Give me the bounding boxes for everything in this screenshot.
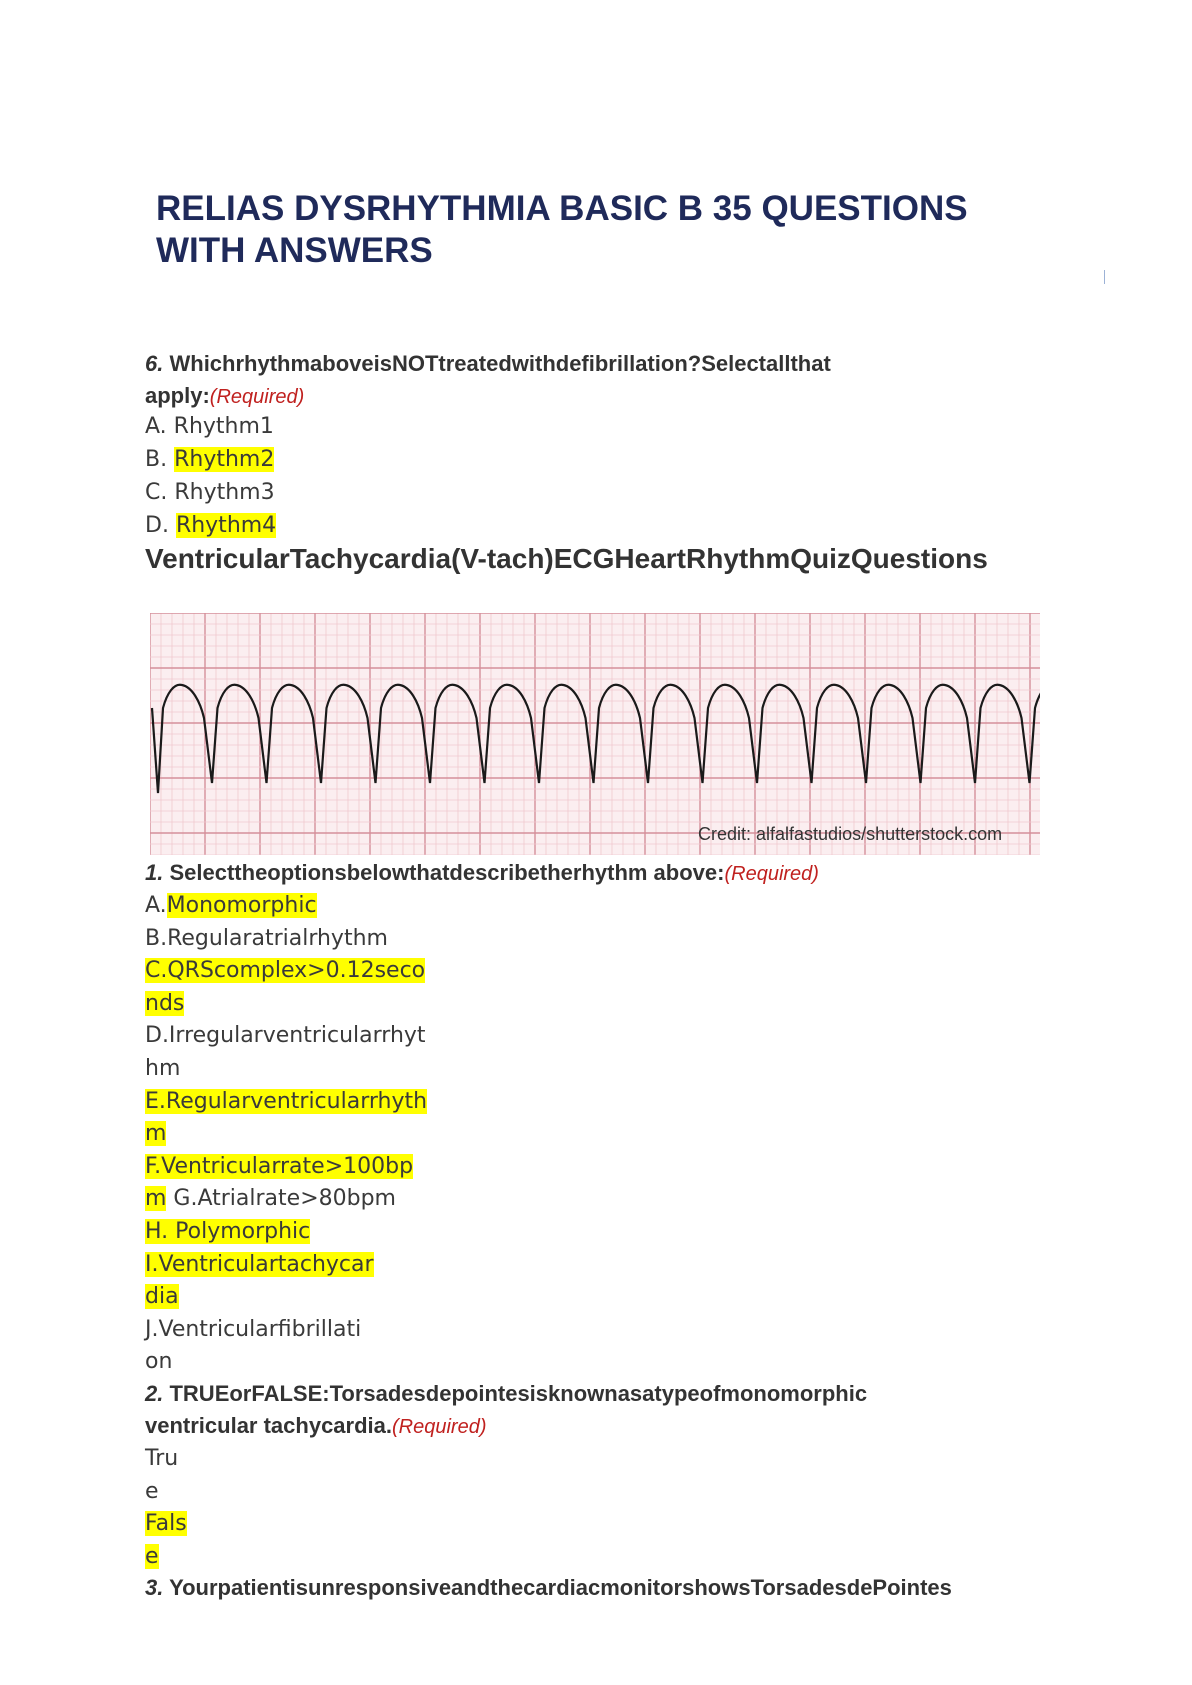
highlighted-answer-text: H. Polymorphic xyxy=(145,1219,311,1244)
q1-option-line xyxy=(145,1153,413,1181)
q1-option-line xyxy=(145,1185,396,1213)
option-text: J.Ventricularfibrillati xyxy=(145,1316,362,1342)
q6-option xyxy=(145,512,276,540)
highlighted-answer-text: Fals xyxy=(145,1511,187,1536)
option-letter: B. xyxy=(145,447,175,472)
margin-mark xyxy=(1104,270,1105,284)
q1-option-line xyxy=(145,1218,310,1246)
q2-option-line xyxy=(145,1478,159,1506)
q3-number: 3. xyxy=(145,1575,164,1600)
q6-number: 6. xyxy=(145,351,164,376)
q1-option-line xyxy=(145,957,425,985)
option-text: A. xyxy=(145,893,167,918)
q1-text: Selecttheoptionsbelowthatdescribetherhythm above: xyxy=(169,860,725,885)
q2-option-line xyxy=(145,1510,187,1538)
q1-option-line xyxy=(145,892,317,920)
q2-text-cont: ventricular tachycardia. xyxy=(145,1413,393,1438)
q2-stem-line1 xyxy=(145,1381,867,1407)
option-text: B.Regularatrialrhythm xyxy=(145,925,388,951)
q2-required: (Required) xyxy=(392,1416,487,1438)
highlighted-answer-text: E.Regularventricularrhyth xyxy=(145,1088,428,1114)
q1-option-line xyxy=(145,1283,179,1311)
q6-required: (Required) xyxy=(209,386,305,408)
q6-stem-line1 xyxy=(145,351,831,377)
option-text: Tru xyxy=(145,1446,179,1471)
option-text: G.Atrialrate>80bpm xyxy=(166,1186,396,1212)
q6-stem-line2 xyxy=(145,383,304,409)
document-title: RELIAS DYSRHYTHMIA BASIC B 35 QUESTIONS WITH ANSWERS xyxy=(156,189,968,270)
q6-text: WhichrhythmaboveisNOTtreatedwithdefibrillation?Selectallthat xyxy=(169,351,831,376)
q2-stem-line2 xyxy=(145,1413,487,1439)
option-text: D.Irregularventricularrhyt xyxy=(145,1023,426,1049)
highlighted-answer-text: nds xyxy=(145,990,185,1016)
highlighted-answer-text: dia xyxy=(145,1284,179,1310)
q6-option xyxy=(145,413,274,441)
highlighted-answer-text: Monomorphic xyxy=(166,893,317,918)
option-text: e xyxy=(145,1478,159,1504)
section-heading: VentricularTachycardia(V-tach)ECGHeartRhythmQuizQuestions xyxy=(145,543,988,574)
option-letter: A. xyxy=(145,414,174,439)
option-text: on xyxy=(145,1349,173,1375)
highlighted-answer-text: I.Ventriculartachycar xyxy=(145,1251,374,1277)
option-letter: C. xyxy=(145,480,175,505)
q1-option-line xyxy=(145,1120,166,1148)
q6-text-cont: apply: xyxy=(145,383,210,408)
highlighted-answer-text: Rhythm4 xyxy=(175,513,277,538)
q1-option-line xyxy=(145,1055,180,1083)
q2-number: 2. xyxy=(145,1381,164,1406)
option-letter: D. xyxy=(145,513,176,538)
q6-option xyxy=(145,479,275,507)
highlighted-answer-text: e xyxy=(145,1543,159,1569)
highlighted-answer-text: m xyxy=(145,1121,167,1147)
highlighted-answer-text: m xyxy=(145,1186,167,1212)
q3-stem xyxy=(145,1575,952,1601)
option-text: Rhythm3 xyxy=(174,480,275,505)
ecg-credit: Credit: alfalfastudios/shutterstock.com xyxy=(698,824,1003,844)
option-text: hm xyxy=(145,1056,181,1081)
q1-option-line xyxy=(145,990,184,1018)
highlighted-answer-text: Rhythm2 xyxy=(174,447,275,472)
highlighted-answer-text: C.QRScomplex>0.12seco xyxy=(145,958,426,984)
q2-option-line xyxy=(145,1445,178,1473)
q1-option-line xyxy=(145,1022,426,1050)
q1-number: 1. xyxy=(145,860,164,885)
q1-option-line xyxy=(145,1348,172,1376)
highlighted-answer-text: F.Ventricularrate>100bp xyxy=(145,1153,414,1179)
q1-option-line xyxy=(145,1251,374,1279)
q2-option-line xyxy=(145,1543,159,1571)
q1-option-line xyxy=(145,1088,427,1116)
q1-required: (Required) xyxy=(724,863,819,885)
option-text: Rhythm1 xyxy=(173,414,274,439)
q3-text: YourpatientisunresponsiveandthecardiacmonitorshowsTorsadesdePointes xyxy=(169,1575,952,1600)
q1-stem xyxy=(145,860,819,886)
ecg-strip-image xyxy=(150,613,1040,855)
q6-option xyxy=(145,446,274,474)
q1-option-line xyxy=(145,925,388,953)
q1-option-line xyxy=(145,1316,361,1344)
q2-text: TRUEorFALSE:Torsadesdepointesisknownasatypeofmonomorphic xyxy=(169,1381,868,1406)
